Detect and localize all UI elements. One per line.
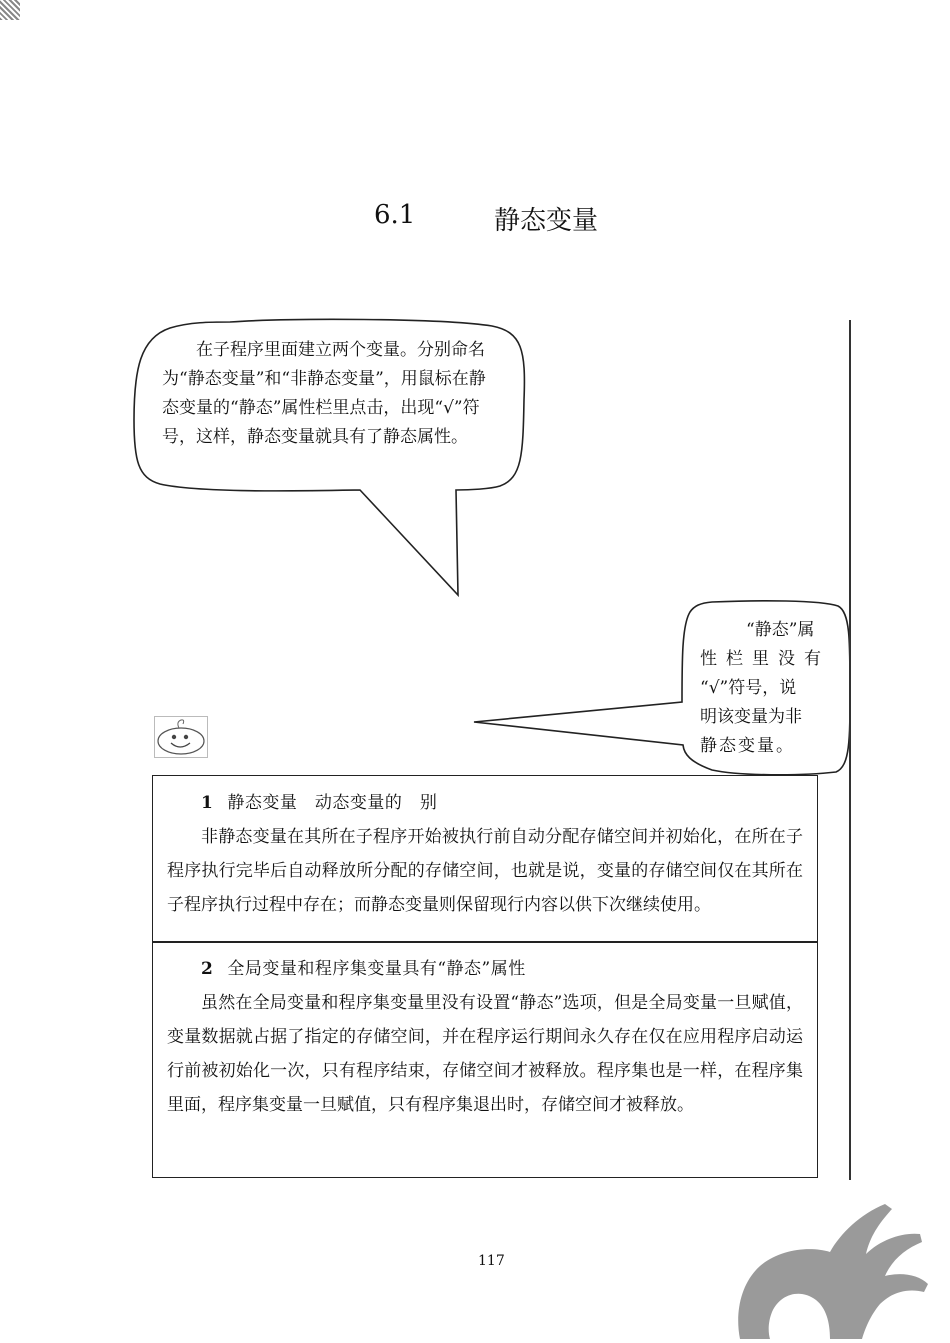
bubble-right-text (700, 616, 832, 761)
box-heading: 2 全局变量和程序集变量具有“静态”属性 (201, 959, 526, 979)
box-body: 非静态变量在其所在子程序开始被执行前自动分配存储空间并初始化，在所在子程序执行完毕后自动释放所分配的存储空间，也就是说，变量的存储空间仅在其所在子程序执行过程中存在；而静态变量则保留现行内容以供下次继续使用。 (167, 827, 803, 915)
bubble-right-line: 性栏里没有 (700, 649, 830, 669)
section-name: 静态变量 (494, 206, 599, 236)
note-box-1 (152, 775, 818, 943)
margin-rule (849, 320, 851, 1180)
section-number: 6.1 (374, 200, 416, 230)
bubble-right-line: 明该变量为非 (700, 707, 802, 727)
box-body: 虽然在全局变量和程序集变量里没有设置“静态”选项，但是全局变量一旦赋值，变量数据就占据了指定的存储空间，并在程序运行期间永久存在仅在应用程序启动运行前被初始化一次，只有程序结束，存储空间才被释放。程序集也是一样，在程序集里面，程序集变量一旦赋值，只有程序集退出时，存储空间才被释放。 (167, 993, 803, 1115)
bubble-right-line: 静态变量。 (700, 736, 795, 756)
box-heading: 1 静态变量 动态变量的 别 (201, 793, 438, 813)
bubble-right-line: “√”符号，说 (700, 678, 797, 698)
animal-silhouette-icon (680, 1204, 950, 1343)
bubble-right-line: “静态”属 (746, 620, 815, 640)
page-number: 117 (478, 1253, 505, 1269)
note-box-2 (152, 941, 818, 1178)
smiley-face-icon (154, 716, 208, 758)
bubble-left-text: 在子程序里面建立两个变量。分别命名为“静态变量”和“非静态变量”，用鼠标在静态变量的“静态”属性栏里点击，出现“√”符号，这样，静态变量就具有了静态属性。 (162, 340, 486, 447)
